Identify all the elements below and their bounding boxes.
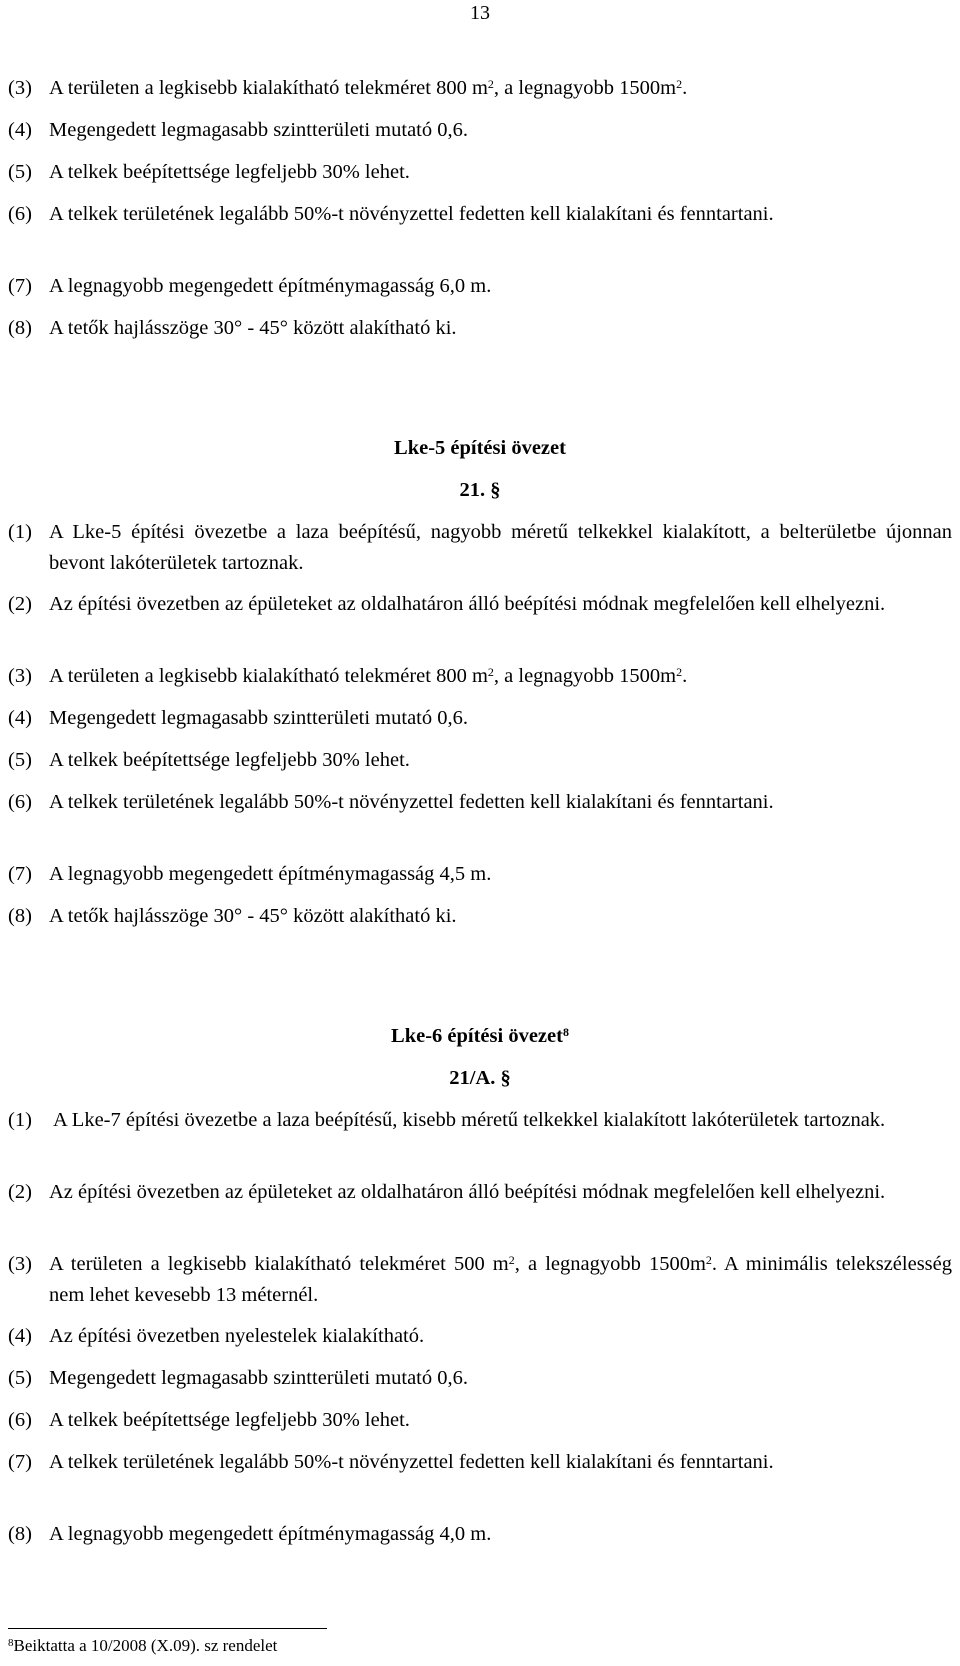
paragraph-number: (8) bbox=[8, 317, 32, 339]
section-number: 21. § bbox=[459, 479, 501, 501]
footnote-separator bbox=[8, 1628, 327, 1629]
paragraph-text: Megengedett legmagasabb szintterületi mutató 0,6. bbox=[49, 119, 468, 141]
paragraph-number: (3) bbox=[8, 665, 32, 687]
paragraph-3 bbox=[8, 73, 952, 104]
paragraph-number: (5) bbox=[8, 1367, 32, 1389]
paragraph-8 bbox=[8, 901, 952, 932]
paragraph-number: (7) bbox=[8, 1451, 32, 1473]
paragraph-1 bbox=[8, 517, 952, 579]
paragraph-text: A telkek beépítettsége legfeljebb 30% lehet. bbox=[49, 161, 410, 183]
paragraph-number: (7) bbox=[8, 275, 32, 297]
paragraph-4 bbox=[8, 115, 952, 146]
paragraph-4 bbox=[8, 703, 952, 734]
paragraph-6 bbox=[8, 1405, 952, 1436]
paragraph-text: A legnagyobb megengedett építménymagasság 4,0 m. bbox=[49, 1523, 492, 1545]
paragraph-text: A legnagyobb megengedett építménymagasság 6,0 m. bbox=[49, 275, 492, 297]
paragraph-text: A tetők hajlásszöge 30° - 45° között alakítható ki. bbox=[49, 905, 457, 927]
superscript: 2 bbox=[676, 665, 683, 679]
paragraph-number: (4) bbox=[8, 707, 32, 729]
page-number: 13 bbox=[470, 2, 490, 24]
paragraph-number: (3) bbox=[8, 77, 32, 99]
section-heading-text: Lke-6 építési övezet bbox=[391, 1025, 563, 1047]
footnote bbox=[8, 1634, 277, 1658]
paragraph-text: . bbox=[682, 77, 688, 99]
superscript: 2 bbox=[705, 1253, 712, 1267]
paragraph-7 bbox=[8, 271, 952, 302]
footnote-marker: 8 bbox=[8, 1637, 14, 1649]
paragraph-4 bbox=[8, 1321, 952, 1352]
paragraph-text: A területen a legkisebb kialakítható telekméret 800 m bbox=[49, 77, 488, 99]
paragraph-5 bbox=[8, 745, 952, 776]
paragraph-number: (8) bbox=[8, 1523, 32, 1545]
footnote-reference: 8 bbox=[562, 1025, 569, 1039]
paragraph-number: (1) bbox=[8, 1109, 32, 1131]
paragraph-text: A telkek területének legalább 50%-t növényzettel fedetten kell kialakítani és fenntartani. bbox=[49, 791, 774, 813]
paragraph-text: A telkek területének legalább 50%-t növényzettel fedetten kell kialakítani és fenntartani. bbox=[49, 203, 774, 225]
paragraph-text: A telkek beépítettsége legfeljebb 30% lehet. bbox=[49, 749, 410, 771]
paragraph-text: . bbox=[682, 665, 688, 687]
paragraph-2 bbox=[8, 1177, 952, 1208]
paragraph-number: (5) bbox=[8, 161, 32, 183]
paragraph-7 bbox=[8, 1447, 952, 1478]
paragraph-6 bbox=[8, 787, 952, 818]
paragraph-text: . A minimális telekszélesség nem lehet kevesebb 13 méternél. bbox=[49, 1253, 953, 1306]
superscript: 2 bbox=[487, 77, 494, 91]
paragraph-text: A területen a legkisebb kialakítható telekméret 800 m bbox=[49, 665, 488, 687]
superscript: 2 bbox=[508, 1253, 515, 1267]
paragraph-text: Megengedett legmagasabb szintterületi mutató 0,6. bbox=[49, 707, 468, 729]
section-number: 21/A. § bbox=[449, 1067, 511, 1089]
paragraph-text: A Lke-5 építési övezetbe a laza beépítésű, nagyobb méretű telkekkel kialakított, a belterületbe újonnan bevont lakóterületek tartoznak. bbox=[49, 521, 952, 574]
paragraph-7 bbox=[8, 859, 952, 890]
paragraph-number: (6) bbox=[8, 1409, 32, 1431]
section-heading: Lke-5 építési övezet bbox=[394, 437, 566, 459]
paragraph-text: A telkek beépítettsége legfeljebb 30% lehet. bbox=[49, 1409, 410, 1431]
paragraph-text: A területen a legkisebb kialakítható telekméret 500 m bbox=[49, 1253, 509, 1275]
paragraph-2 bbox=[8, 589, 952, 620]
paragraph-number: (2) bbox=[8, 1181, 32, 1203]
paragraph-number: (4) bbox=[8, 1325, 32, 1347]
paragraph-6 bbox=[8, 199, 952, 230]
section-heading bbox=[0, 1021, 960, 1052]
paragraph-5 bbox=[8, 157, 952, 188]
paragraph-text: A Lke-7 építési övezetbe a laza beépítésű, kisebb méretű telkekkel kialakított lakóterületek tartoznak. bbox=[49, 1109, 886, 1131]
paragraph-1 bbox=[8, 1105, 952, 1136]
paragraph-text: Az építési övezetben nyelestelek kialakítható. bbox=[49, 1325, 425, 1347]
paragraph-text: , a legnagyobb 1500m bbox=[493, 665, 677, 687]
paragraph-number: (6) bbox=[8, 791, 32, 813]
paragraph-number: (7) bbox=[8, 863, 32, 885]
superscript: 2 bbox=[487, 665, 494, 679]
paragraph-8 bbox=[8, 1519, 952, 1550]
paragraph-text: , a legnagyobb 1500m bbox=[493, 77, 677, 99]
paragraph-number: (5) bbox=[8, 749, 32, 771]
paragraph-3 bbox=[8, 661, 952, 692]
footnote-text: Beiktatta a 10/2008 (X.09). sz rendelet bbox=[13, 1636, 278, 1655]
paragraph-8 bbox=[8, 313, 952, 344]
paragraph-text: A telkek területének legalább 50%-t növényzettel fedetten kell kialakítani és fenntartani. bbox=[49, 1451, 774, 1473]
paragraph-number: (6) bbox=[8, 203, 32, 225]
paragraph-5 bbox=[8, 1363, 952, 1394]
paragraph-text: Az építési övezetben az épületeket az oldalhatáron álló beépítési módnak megfelelően kell elhelyezni. bbox=[49, 593, 886, 615]
paragraph-text: , a legnagyobb 1500m bbox=[514, 1253, 706, 1275]
paragraph-number: (1) bbox=[8, 521, 32, 543]
paragraph-3 bbox=[8, 1249, 952, 1311]
paragraph-number: (2) bbox=[8, 593, 32, 615]
paragraph-text: Az építési övezetben az épületeket az oldalhatáron álló beépítési módnak megfelelően kell elhelyezni. bbox=[49, 1181, 886, 1203]
paragraph-text: Megengedett legmagasabb szintterületi mutató 0,6. bbox=[49, 1367, 468, 1389]
paragraph-number: (4) bbox=[8, 119, 32, 141]
paragraph-number: (8) bbox=[8, 905, 32, 927]
superscript: 2 bbox=[676, 77, 683, 91]
paragraph-text: A legnagyobb megengedett építménymagasság 4,5 m. bbox=[49, 863, 492, 885]
paragraph-number: (3) bbox=[8, 1253, 32, 1275]
paragraph-text: A tetők hajlásszöge 30° - 45° között alakítható ki. bbox=[49, 317, 457, 339]
